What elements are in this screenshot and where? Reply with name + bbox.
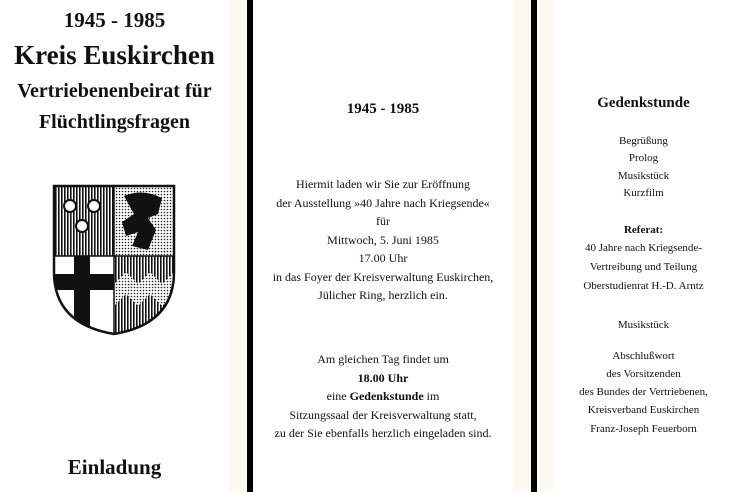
invitation-time: 17.00 Uhr xyxy=(358,251,408,265)
invitation-years: 1945 - 1985 xyxy=(346,101,420,117)
cover-years: 1945 - 1985 xyxy=(63,8,166,32)
invitation-text: der Ausstellung »40 Jahre nach Kriegsende« xyxy=(276,196,490,210)
invitation-text: für xyxy=(376,214,390,228)
ceremony-name: Gedenkstunde xyxy=(349,389,424,403)
invitation-text: zu der Sie ebenfalls herzlich eingeladen sind. xyxy=(274,426,492,440)
invitation-text: in das Foyer der Kreisverwaltung Euskirchen, xyxy=(272,270,494,284)
invitation-text: Hiermit laden wir Sie zur Eröffnung xyxy=(295,177,471,191)
program-item: Prolog xyxy=(628,152,659,164)
page-gutter xyxy=(537,0,553,492)
program-item: Musikstück xyxy=(617,170,670,182)
cover-council-line1: Vertriebenenbeirat für xyxy=(17,80,212,102)
cover-district: Kreis Euskirchen xyxy=(14,40,215,70)
closing-line: des Bundes der Vertriebenen, xyxy=(579,386,708,398)
closing-line: Abschlußwort xyxy=(612,350,675,362)
page-gutter xyxy=(229,0,247,492)
program-item: Begrüßung xyxy=(619,135,668,147)
lecture-speaker: Oberstudienrat H.-D. Arntz xyxy=(583,280,704,292)
invitation-text: Jülicher Ring, herzlich ein. xyxy=(318,288,448,302)
closing-speaker: Franz-Joseph Feuerborn xyxy=(590,423,697,435)
closing-line: Kreisverband Euskirchen xyxy=(587,404,700,416)
program-item: Kurzfilm xyxy=(623,187,664,199)
text: eine xyxy=(326,389,350,403)
cover-council-line2: Flüchtlingsfragen xyxy=(38,111,191,133)
coat-of-arms-icon xyxy=(52,184,176,336)
lecture-label: Referat: xyxy=(623,224,664,236)
invitation-date: Mittwoch, 5. Juni 1985 xyxy=(327,233,439,247)
invitation-panel xyxy=(253,0,513,492)
closing-line: des Vorsitzenden xyxy=(606,368,681,380)
invitation-text xyxy=(253,389,513,404)
program-title: Gedenkstunde xyxy=(597,95,690,111)
text: im xyxy=(423,389,440,403)
cover-panel xyxy=(0,0,229,492)
program-panel xyxy=(553,0,734,492)
lecture-line: 40 Jahre nach Kriegsende- xyxy=(585,242,702,254)
program-item: Musikstück xyxy=(617,319,670,331)
lecture-line: Vertreibung und Teilung xyxy=(589,261,698,273)
invitation-text: Am gleichen Tag findet um xyxy=(317,352,449,366)
ceremony-time: 18.00 Uhr xyxy=(357,371,409,385)
page-gutter xyxy=(513,0,531,492)
cover-footer: Einladung xyxy=(67,455,162,479)
invitation-text: Sitzungssaal der Kreisverwaltung statt, xyxy=(289,408,477,422)
